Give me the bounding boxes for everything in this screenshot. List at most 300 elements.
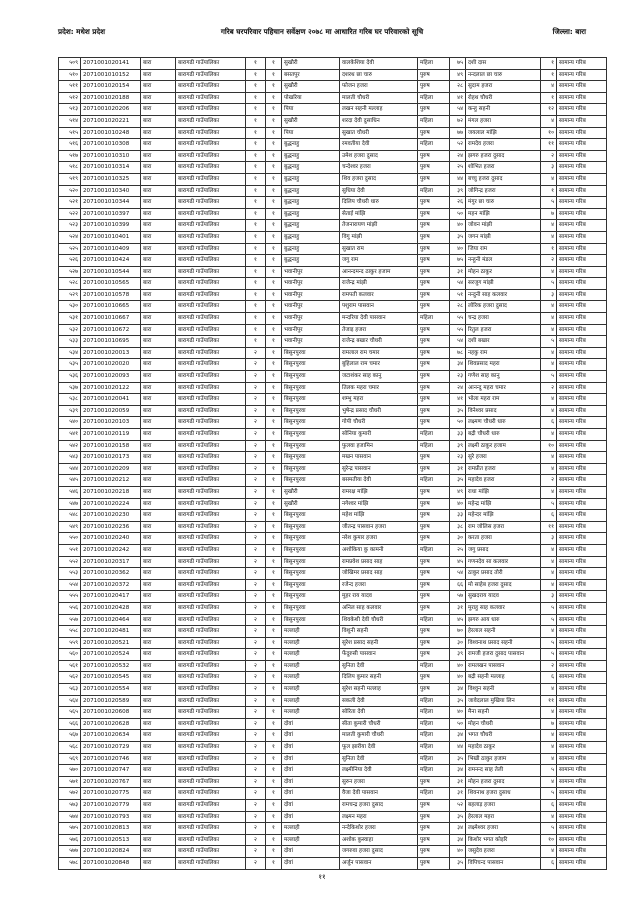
tole-cell: मल्लाही [282, 626, 340, 638]
relative-name-cell: नन्हुनी मंडल [466, 255, 541, 267]
tole-cell: भवानीपुर [282, 289, 340, 301]
member-count-cell: ४ [541, 220, 557, 232]
category-cell: सामान्य गरिब [557, 823, 607, 835]
table-row [59, 266, 607, 278]
district-cell: बारा [141, 371, 176, 383]
district-cell: बारा [141, 800, 176, 812]
head-name-cell: फोजन हजरा [340, 81, 418, 93]
district-cell: बारा [141, 139, 176, 151]
gender-cell: महिला [418, 788, 450, 800]
head-name-cell: बुहिलाल राम चमार [340, 359, 418, 371]
category-cell: सामान्य गरिब [557, 104, 607, 116]
serial-cell: ५३६ [59, 371, 81, 383]
table-row [59, 440, 607, 452]
head-name-cell: अर्जुन पासवान [340, 857, 418, 869]
serial-cell: ५७४ [59, 811, 81, 823]
municipality-cell: बारागढी गाउँपालिका [176, 173, 246, 185]
category-cell: सामान्य गरिब [557, 405, 607, 417]
ward-cell: १ [246, 81, 266, 93]
gender-cell: महिला [418, 185, 450, 197]
relative-name-cell: हेरलाल महरा [466, 811, 541, 823]
district-cell: बारा [141, 776, 176, 788]
sub-ward-cell: १ [266, 521, 282, 533]
table-row [59, 289, 607, 301]
gender-cell: पुरुष [418, 173, 450, 185]
category-cell: सामान्य गरिब [557, 544, 607, 556]
serial-cell: ५६९ [59, 753, 81, 765]
member-count-cell: ११ [541, 521, 557, 533]
table-row [59, 811, 607, 823]
district-label: जिल्ला: बारा [552, 27, 586, 36]
ward-cell: १ [246, 301, 266, 313]
household-id-cell: 2071001020041 [81, 394, 141, 406]
member-count-cell: ४ [541, 568, 557, 580]
relative-name-cell: विश्वनाथ प्रसाद सहनी [466, 637, 541, 649]
household-id-cell: 2071001010672 [81, 324, 141, 336]
category-cell: सामान्य गरिब [557, 69, 607, 81]
age-cell: ३४ [450, 359, 466, 371]
ward-cell: १ [246, 139, 266, 151]
category-cell: सामान्य गरिब [557, 765, 607, 777]
serial-cell: ५१८ [59, 162, 81, 174]
head-name-cell: रामचन्द्र हजरा दुसाद [340, 800, 418, 812]
household-id-cell: 2071001020103 [81, 417, 141, 429]
category-cell: सामान्य गरिब [557, 811, 607, 823]
household-id-cell: 2071001020242 [81, 544, 141, 556]
household-id-cell: 2071001020589 [81, 695, 141, 707]
age-cell: २३ [450, 371, 466, 383]
table-row [59, 371, 607, 383]
relative-name-cell: दशी दास [466, 58, 541, 70]
tole-cell: बिसुनपुरवा [282, 429, 340, 441]
serial-cell: ५१९ [59, 173, 81, 185]
municipality-cell: बारागढी गाउँपालिका [176, 544, 246, 556]
table-row [59, 475, 607, 487]
ward-cell: २ [246, 591, 266, 603]
tole-cell: मल्लाही [282, 834, 340, 846]
household-table [58, 57, 607, 870]
member-count-cell: ४ [541, 231, 557, 243]
age-cell: ४१ [450, 92, 466, 104]
relative-name-cell: चन्द्र हजरा [466, 313, 541, 325]
page-header [58, 27, 586, 41]
head-name-cell: सुरेश प्रसाद सहनी [340, 637, 418, 649]
serial-cell: ५१७ [59, 150, 81, 162]
member-count-cell: १० [541, 834, 557, 846]
head-name-cell: तेजनारायण मांझी [340, 220, 418, 232]
municipality-cell: बारागढी गाउँपालिका [176, 69, 246, 81]
head-name-cell: मालती चौधरी [340, 92, 418, 104]
tole-cell: बिसुनपुरवा [282, 359, 340, 371]
household-id-cell: 2071001020059 [81, 405, 141, 417]
serial-cell: ५१३ [59, 104, 81, 116]
gender-cell: पुरुष [418, 602, 450, 614]
age-cell: ४९ [450, 69, 466, 81]
table-row [59, 579, 607, 591]
relative-name-cell: सुरे हजरा [466, 452, 541, 464]
district-cell: बारा [141, 266, 176, 278]
relative-name-cell: राम जोलिस हजरा [466, 521, 541, 533]
household-id-cell: 2071001020793 [81, 811, 141, 823]
category-cell: सामान्य गरिब [557, 231, 607, 243]
member-count-cell: २ [541, 660, 557, 672]
municipality-cell: बारागढी गाउँपालिका [176, 382, 246, 394]
head-name-cell: अशोकिया कु कामनी [340, 544, 418, 556]
household-id-cell: 2071001020154 [81, 81, 141, 93]
category-cell: सामान्य गरिब [557, 857, 607, 869]
table-row [59, 823, 607, 835]
age-cell: ३३ [450, 510, 466, 522]
household-id-cell: 2071001020119 [81, 429, 141, 441]
household-id-cell: 2071001010314 [81, 162, 141, 174]
tole-cell: सुखौरी [282, 486, 340, 498]
gender-cell: पुरुष [418, 556, 450, 568]
head-name-cell: वैजा देवी पासवान [340, 788, 418, 800]
sub-ward-cell: १ [266, 313, 282, 325]
table-row [59, 730, 607, 742]
age-cell: ४० [450, 498, 466, 510]
district-cell: बारा [141, 394, 176, 406]
gender-cell: पुरुष [418, 510, 450, 522]
table-row [59, 104, 607, 116]
district-cell: बारा [141, 463, 176, 475]
tole-cell: भवानीपुर [282, 266, 340, 278]
tole-cell: पिया [282, 104, 340, 116]
head-name-cell: रामरक्ष मांझि [340, 486, 418, 498]
category-cell: सामान्य गरिब [557, 371, 607, 383]
table-row [59, 417, 607, 429]
head-name-cell: तिलक महरा चमार [340, 382, 418, 394]
age-cell: ३९ [450, 649, 466, 661]
serial-cell: ५७१ [59, 776, 81, 788]
relative-name-cell: महादेव ठाकुर [466, 742, 541, 754]
tole-cell: मल्लाही [282, 649, 340, 661]
head-name-cell: शम्भु महरा [340, 394, 418, 406]
household-id-cell: 2071001020093 [81, 371, 141, 383]
municipality-cell: बारागढी गाउँपालिका [176, 834, 246, 846]
household-id-cell: 2071001010397 [81, 208, 141, 220]
sub-ward-cell: १ [266, 811, 282, 823]
sub-ward-cell: १ [266, 788, 282, 800]
age-cell: ३९ [450, 440, 466, 452]
category-cell: सामान्य गरिब [557, 394, 607, 406]
tole-cell: भवानीपुर [282, 278, 340, 290]
municipality-cell: बारागढी गाउँपालिका [176, 498, 246, 510]
relative-name-cell: जगु प्रसाद [466, 544, 541, 556]
household-id-cell: 2071001020362 [81, 568, 141, 580]
tole-cell: बिसुनपुरवा [282, 405, 340, 417]
serial-cell: ५२५ [59, 243, 81, 255]
gender-cell: पुरुष [418, 626, 450, 638]
household-id-cell: 2071001010424 [81, 255, 141, 267]
ward-cell: १ [246, 255, 266, 267]
district-cell: बारा [141, 127, 176, 139]
ward-cell: १ [246, 220, 266, 232]
gender-cell: पुरुष [418, 568, 450, 580]
member-count-cell: १ [541, 243, 557, 255]
category-cell: सामान्य गरिब [557, 834, 607, 846]
category-cell: सामान्य गरिब [557, 776, 607, 788]
category-cell: सामान्य गरिब [557, 718, 607, 730]
sub-ward-cell: १ [266, 231, 282, 243]
relative-name-cell: महेन्दर मांझि [466, 510, 541, 522]
member-count-cell: १ [541, 69, 557, 81]
table-row [59, 255, 607, 267]
member-count-cell: ४ [541, 463, 557, 475]
district-cell: बारा [141, 81, 176, 93]
municipality-cell: बारागढी गाउँपालिका [176, 452, 246, 464]
table-row [59, 521, 607, 533]
age-cell: ३४ [450, 834, 466, 846]
member-count-cell: १० [541, 440, 557, 452]
municipality-cell: बारागढी गाउँपालिका [176, 521, 246, 533]
sub-ward-cell: १ [266, 463, 282, 475]
head-name-cell: राजेन्द्र बखार चौधरी [340, 336, 418, 348]
tole-cell: बिसुनपुरवा [282, 521, 340, 533]
tole-cell: दोवां [282, 800, 340, 812]
household-id-cell: 2071001020206 [81, 104, 141, 116]
category-cell: सामान्य गरिब [557, 684, 607, 696]
age-cell: ७८ [450, 347, 466, 359]
member-count-cell: ४ [541, 359, 557, 371]
serial-cell: ५६१ [59, 660, 81, 672]
head-name-cell: नगेश्वर मांझि [340, 498, 418, 510]
sub-ward-cell: १ [266, 417, 282, 429]
relative-name-cell: जिया राम [466, 243, 541, 255]
household-id-cell: 2071001020513 [81, 834, 141, 846]
member-count-cell: ५ [541, 765, 557, 777]
head-name-cell: सोनिया कुमारी [340, 429, 418, 441]
member-count-cell: ४ [541, 452, 557, 464]
ward-cell: २ [246, 521, 266, 533]
serial-cell: ५१२ [59, 92, 81, 104]
head-name-cell: दशरथ छा चारु [340, 69, 418, 81]
tole-cell: बिसुनपुरवा [282, 533, 340, 545]
gender-cell: पुरुष [418, 637, 450, 649]
household-id-cell: 2071001020524 [81, 649, 141, 661]
serial-cell: ५२९ [59, 289, 81, 301]
member-count-cell: ४ [541, 313, 557, 325]
tole-cell: बिसुनपुरवा [282, 417, 340, 429]
municipality-cell: बारागढी गाउँपालिका [176, 266, 246, 278]
gender-cell: पुरुष [418, 776, 450, 788]
age-cell: ३३ [450, 429, 466, 441]
sub-ward-cell: १ [266, 452, 282, 464]
relative-name-cell: मंगल हजरा [466, 115, 541, 127]
table-row [59, 313, 607, 325]
head-name-cell: लक्ष्मन महरा [340, 811, 418, 823]
head-name-cell: लक्ष्मीनिया देवी [340, 765, 418, 777]
member-count-cell: ४ [541, 266, 557, 278]
table-row [59, 718, 607, 730]
municipality-cell: बारागढी गाउँपालिका [176, 463, 246, 475]
relative-name-cell: लोरिक हजरा दुसाद [466, 301, 541, 313]
age-cell: २६ [450, 197, 466, 209]
table-row [59, 301, 607, 313]
ward-cell: २ [246, 823, 266, 835]
serial-cell: ५४७ [59, 498, 81, 510]
member-count-cell: १ [541, 58, 557, 70]
household-id-cell: 2071001020608 [81, 707, 141, 719]
age-cell: ३१ [450, 776, 466, 788]
table-row [59, 857, 607, 869]
district-cell: बारा [141, 162, 176, 174]
table-row [59, 556, 607, 568]
age-cell: ४० [450, 707, 466, 719]
ward-cell: २ [246, 405, 266, 417]
member-count-cell: ७ [541, 718, 557, 730]
head-name-cell: रजेन्द हजरा [340, 579, 418, 591]
category-cell: सामान्य गरिब [557, 602, 607, 614]
municipality-cell: बारागढी गाउँपालिका [176, 58, 246, 70]
sub-ward-cell: १ [266, 614, 282, 626]
category-cell: सामान्य गरिब [557, 266, 607, 278]
sub-ward-cell: १ [266, 753, 282, 765]
category-cell: सामान्य गरिब [557, 510, 607, 522]
district-cell: बारा [141, 857, 176, 869]
municipality-cell: बारागढी गाउँपालिका [176, 846, 246, 858]
sub-ward-cell: १ [266, 672, 282, 684]
municipality-cell: बारागढी गाउँपालिका [176, 92, 246, 104]
household-id-cell: 2071001020813 [81, 823, 141, 835]
tole-cell: बिसुनपुरवा [282, 602, 340, 614]
household-id-cell: 2071001010340 [81, 185, 141, 197]
age-cell: ३५ [450, 857, 466, 869]
ward-cell: १ [246, 104, 266, 116]
relative-name-cell: जावेदलाल मुखिया लिन [466, 695, 541, 707]
household-id-cell: 2071001020240 [81, 533, 141, 545]
ward-cell: २ [246, 463, 266, 475]
district-cell: बारा [141, 69, 176, 81]
head-name-cell: सुरेन्द्र पासवान [340, 463, 418, 475]
serial-cell: ५३४ [59, 347, 81, 359]
relative-name-cell: भोला महरा राम [466, 394, 541, 406]
district-cell: बारा [141, 602, 176, 614]
age-cell: ४९ [450, 486, 466, 498]
ward-cell: २ [246, 510, 266, 522]
sub-ward-cell: १ [266, 127, 282, 139]
category-cell: सामान्य गरिब [557, 591, 607, 603]
category-cell: सामान्य गरिब [557, 486, 607, 498]
relative-name-cell: शिवप्रसाद महरा [466, 359, 541, 371]
member-count-cell: ४ [541, 173, 557, 185]
serial-cell: ५४४ [59, 463, 81, 475]
member-count-cell: ६ [541, 857, 557, 869]
household-id-cell: 2071001020628 [81, 718, 141, 730]
municipality-cell: बारागढी गाउँपालिका [176, 150, 246, 162]
head-name-cell: जीतन्द्र पासवान हजरा [340, 521, 418, 533]
ward-cell: १ [246, 289, 266, 301]
district-cell: बारा [141, 347, 176, 359]
member-count-cell: ५ [541, 823, 557, 835]
category-cell: सामान्य गरिब [557, 753, 607, 765]
head-name-cell: पशुराम पासवान [340, 301, 418, 313]
ward-cell: २ [246, 846, 266, 858]
tole-cell: बिसुनपुरवा [282, 394, 340, 406]
tole-cell: दोवां [282, 753, 340, 765]
municipality-cell: बारागढी गाउँपालिका [176, 115, 246, 127]
age-cell: ४१ [450, 394, 466, 406]
category-cell: सामान्य गरिब [557, 707, 607, 719]
sub-ward-cell: १ [266, 289, 282, 301]
relative-name-cell: मैना सहनी [466, 707, 541, 719]
municipality-cell: बारागढी गाउँपालिका [176, 324, 246, 336]
municipality-cell: बारागढी गाउँपालिका [176, 208, 246, 220]
relative-name-cell: रामप्रीत हजरा [466, 463, 541, 475]
table-row [59, 753, 607, 765]
municipality-cell: बारागढी गाउँपालिका [176, 139, 246, 151]
age-cell: ५१ [450, 289, 466, 301]
age-cell: २३ [450, 452, 466, 464]
household-id-cell: 2071001020417 [81, 591, 141, 603]
table-row [59, 92, 607, 104]
table-row [59, 231, 607, 243]
serial-cell: ५१४ [59, 115, 81, 127]
district-cell: बारा [141, 382, 176, 394]
member-count-cell: ५ [541, 788, 557, 800]
ward-cell: १ [246, 278, 266, 290]
member-count-cell: ६ [541, 510, 557, 522]
table-row [59, 243, 607, 255]
ward-cell: २ [246, 429, 266, 441]
ward-cell: २ [246, 452, 266, 464]
district-cell: बारा [141, 765, 176, 777]
head-name-cell: फुलवा हजामिन [340, 440, 418, 452]
sub-ward-cell: १ [266, 405, 282, 417]
ward-cell: १ [246, 115, 266, 127]
relative-name-cell: विश्वुन सहनी [466, 684, 541, 696]
age-cell: ३५ [450, 753, 466, 765]
age-cell: ३५ [450, 695, 466, 707]
member-count-cell: ४ [541, 730, 557, 742]
member-count-cell: ४ [541, 301, 557, 313]
tole-cell: सुखौरी [282, 115, 340, 127]
gender-cell: महिला [418, 695, 450, 707]
category-cell: सामान्य गरिब [557, 359, 607, 371]
table-row [59, 197, 607, 209]
relative-name-cell: शिवनाथ हजरा दुसाध [466, 788, 541, 800]
ward-cell: २ [246, 347, 266, 359]
municipality-cell: बारागढी गाउँपालिका [176, 162, 246, 174]
serial-cell: ५५० [59, 533, 81, 545]
district-cell: बारा [141, 313, 176, 325]
district-cell: बारा [141, 707, 176, 719]
ward-cell: २ [246, 753, 266, 765]
age-cell: ३४ [450, 823, 466, 835]
household-id-cell: 2071001020173 [81, 452, 141, 464]
tole-cell: बिसुनपुरवा [282, 440, 340, 452]
district-cell: बारा [141, 208, 176, 220]
sub-ward-cell: १ [266, 208, 282, 220]
tole-cell: सुखौरी [282, 58, 340, 70]
gender-cell: महिला [418, 614, 450, 626]
category-cell: सामान्य गरिब [557, 243, 607, 255]
member-count-cell: २ [541, 150, 557, 162]
category-cell: सामान्य गरिब [557, 81, 607, 93]
relative-name-cell: मोहन ठाकुर [466, 266, 541, 278]
category-cell: सामान्य गरिब [557, 475, 607, 487]
age-cell: ५२ [450, 139, 466, 151]
serial-cell: ५५९ [59, 637, 81, 649]
serial-cell: ५६७ [59, 730, 81, 742]
tole-cell: दोवां [282, 742, 340, 754]
sub-ward-cell: १ [266, 533, 282, 545]
sub-ward-cell: १ [266, 649, 282, 661]
serial-cell: ५६४ [59, 695, 81, 707]
relative-name-cell: बहलाड़ हजरा [466, 800, 541, 812]
tole-cell: बुद्धनाहु [282, 208, 340, 220]
gender-cell: पुरुष [418, 150, 450, 162]
